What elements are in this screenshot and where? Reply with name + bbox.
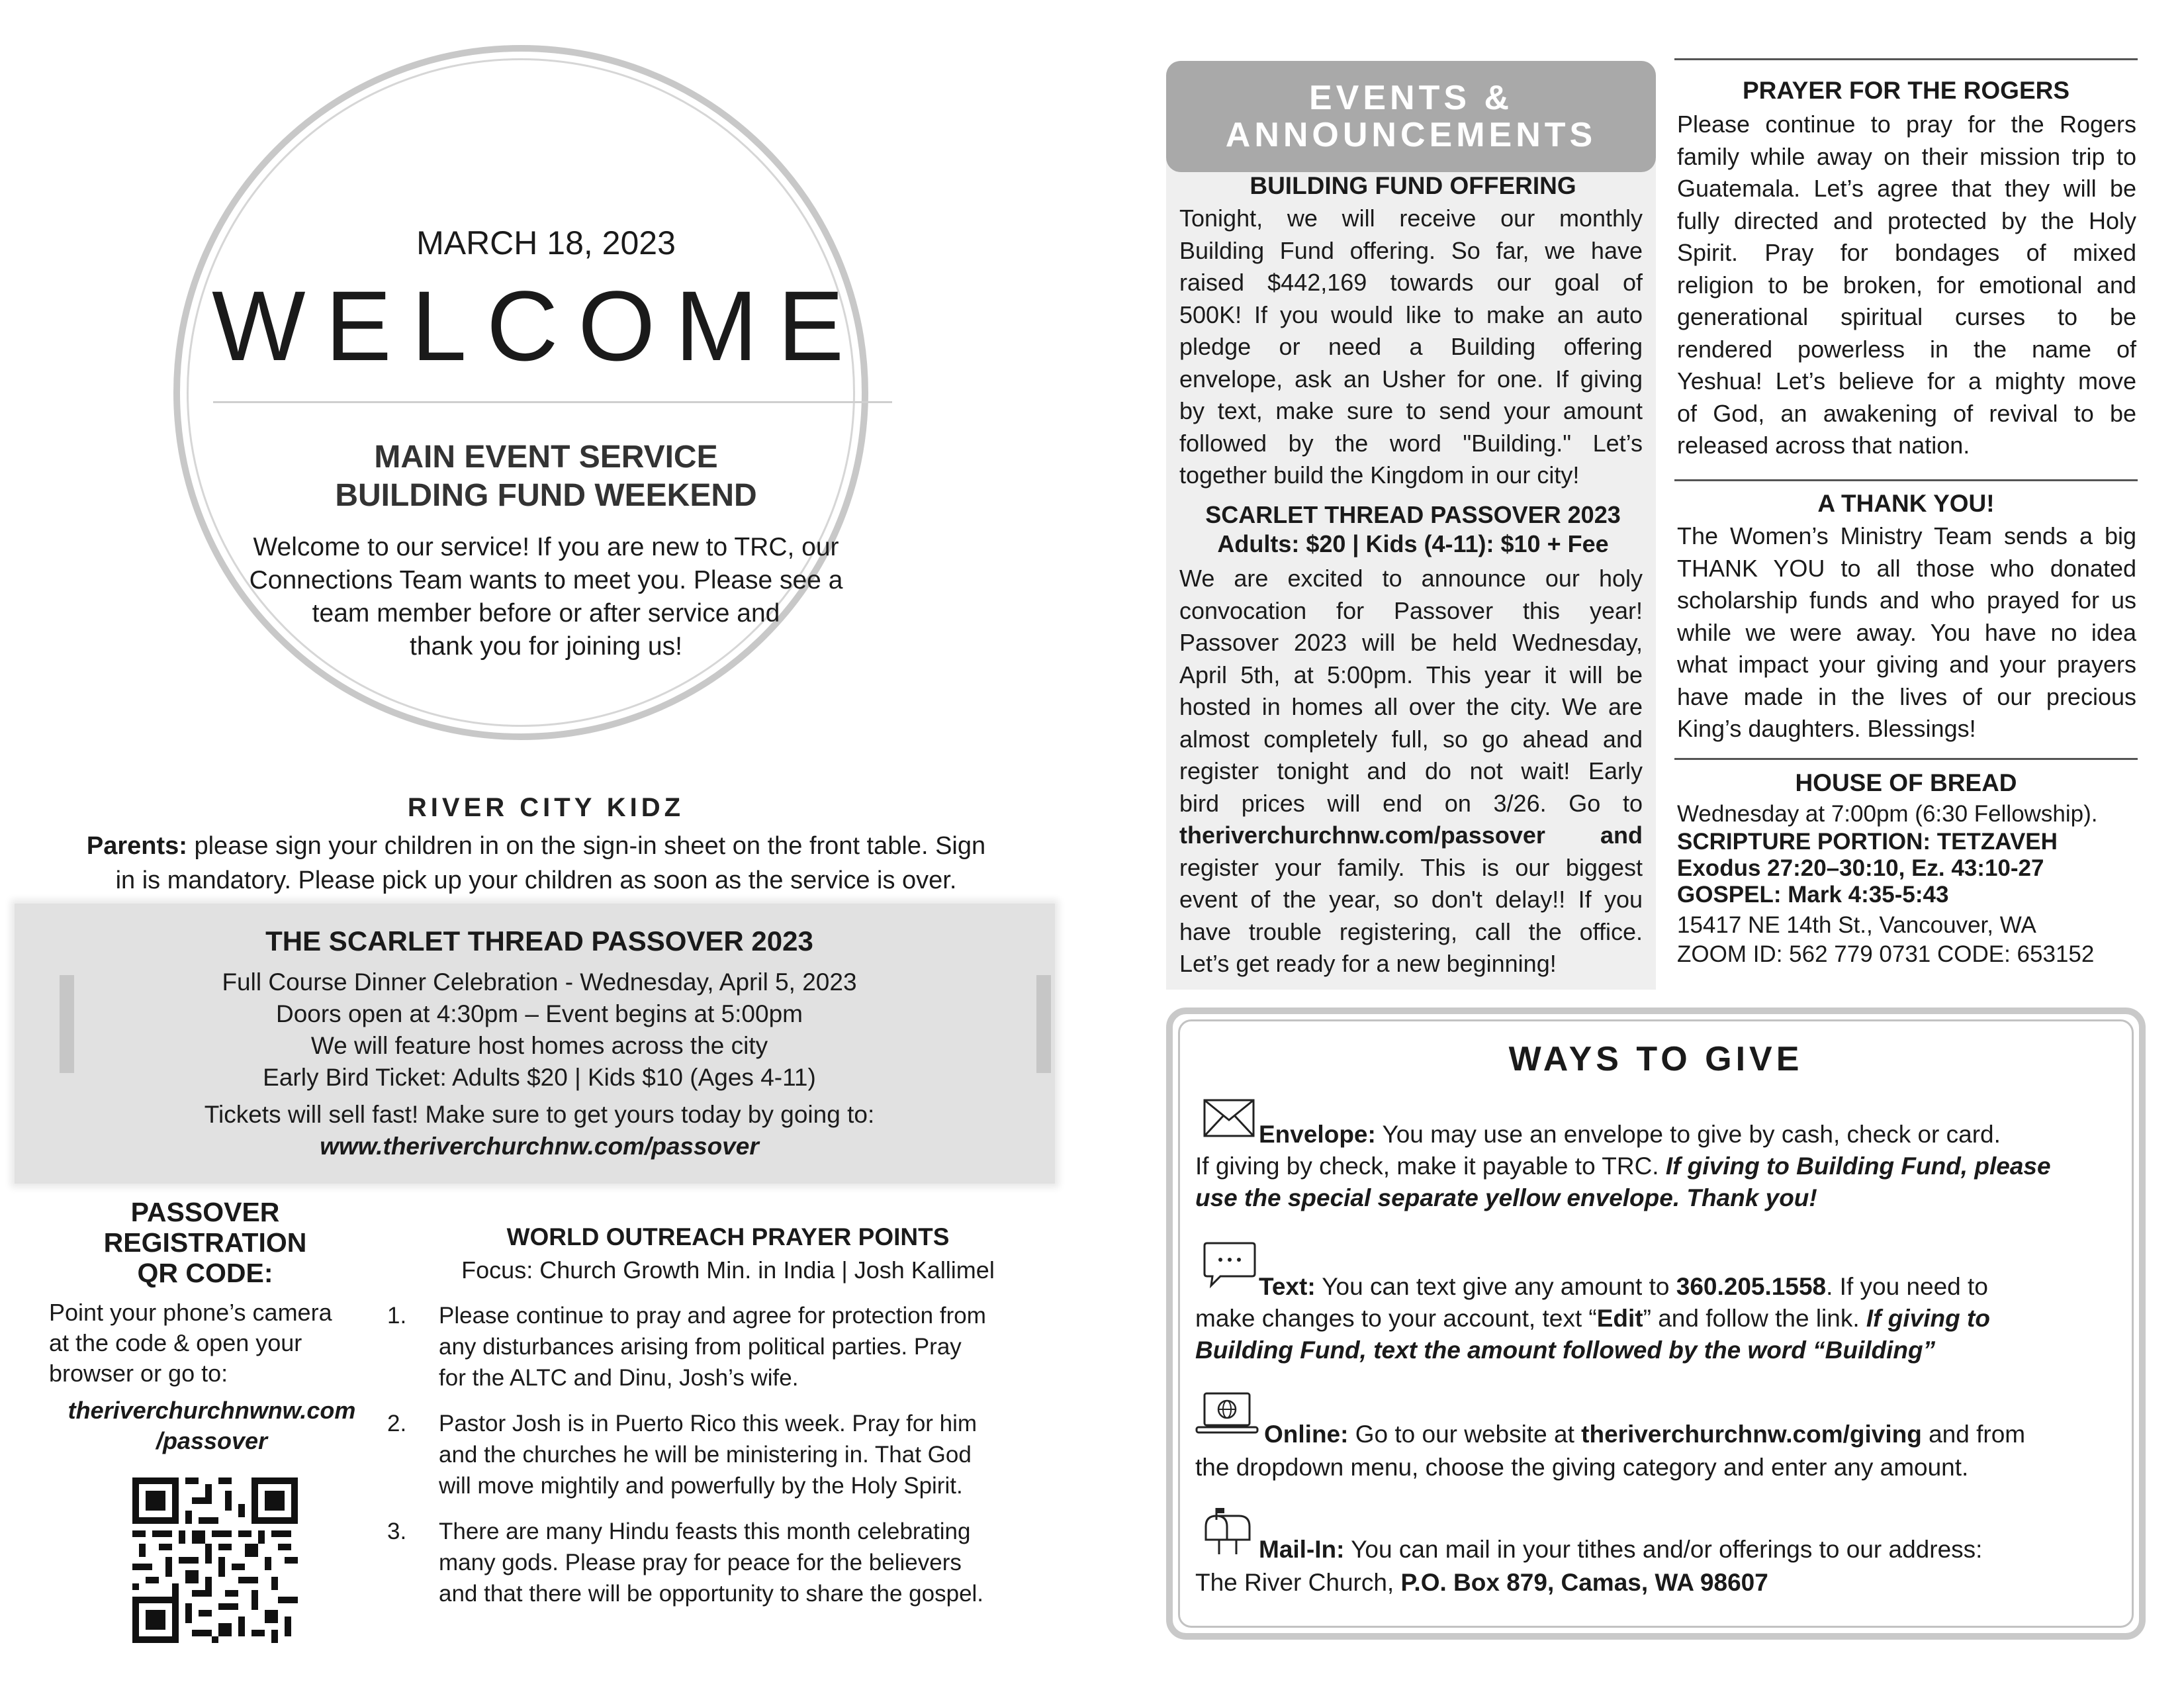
welcome-intro-line: Connections Team wants to meet you. Please see a	[249, 566, 843, 594]
qr-text-line: browser or go to:	[49, 1360, 228, 1387]
text-line2b: ” and follow the link.	[1643, 1305, 1866, 1332]
passover-line: register tonight and do not wait! Early	[1179, 757, 1643, 784]
building-line: raised $442,169 towards our goal of	[1179, 269, 1643, 296]
outreach-line: many gods. Please pray for peace for the believers	[439, 1550, 962, 1575]
outreach-heading: WORLD OUTREACH PRAYER POINTS	[506, 1223, 950, 1250]
welcome-intro-line: thank you for joining us!	[410, 632, 682, 661]
outreach-line: Please continue to pray and agree for protection from	[439, 1303, 986, 1329]
service-title-line1: MAIN EVENT SERVICE	[374, 440, 718, 475]
outreach-line: There are many Hindu feasts this month celebrating	[439, 1519, 971, 1544]
envelope-line2: If giving by check, make it payable to TRC.	[1195, 1152, 1666, 1180]
qr-text-line: Point your phone’s camera	[49, 1299, 332, 1326]
thanks-line: scholarship funds and who prayed for us	[1677, 586, 2136, 614]
rogers-line: Spirit. Pray for bondages of mixed	[1677, 239, 2136, 266]
bread-time: Wednesday at 7:00pm (6:30 Fellowship).	[1677, 801, 2098, 827]
rogers-heading: PRAYER FOR THE ROGERS	[1742, 77, 2070, 104]
mail-address: P.O. Box 879, Camas, WA 98607	[1400, 1569, 1768, 1596]
building-line: envelope, ask an Usher for one. If giving	[1179, 365, 1643, 393]
building-line: Building Fund offering. So far, we have	[1179, 236, 1643, 264]
envelope-label: Envelope:	[1259, 1121, 1376, 1148]
parents-label: Parents:	[86, 832, 187, 860]
online-give-section	[1195, 1418, 2122, 1484]
passover-line: April 5th, at 5:00pm. This year it will be	[1179, 661, 1643, 688]
envelope-note: If giving to Building Fund, please	[1665, 1152, 2051, 1180]
qr-heading-line: PASSOVER	[130, 1197, 280, 1227]
service-title-line2: BUILDING FUND WEEKEND	[335, 478, 757, 513]
scarlet-tickets: Tickets will sell fast! Make sure to get yours today by going to:	[204, 1101, 875, 1128]
events-tab-line1: EVENTS &	[1308, 79, 1514, 117]
rogers-line: fully directed and protected by the Holy	[1677, 207, 2136, 234]
envelope-note-line2: use the special separate yellow envelope. Thank you!	[1195, 1184, 1817, 1211]
outreach-line: and that there will be opportunity to share the gospel.	[439, 1581, 984, 1607]
passover-title: SCARLET THREAD PASSOVER 2023	[1205, 501, 1621, 528]
bread-top-rule	[1674, 758, 2138, 760]
welcome-intro	[218, 531, 874, 663]
text-phone-number[interactable]: 360.205.1558	[1676, 1273, 1827, 1300]
scarlet-line: Doors open at 4:30pm – Event begins at 5:00pm	[275, 1000, 803, 1027]
kidz-line2: in is mandatory. Please pick up your children as soon as the service is over.	[115, 867, 957, 894]
rogers-line: of God, an awakening of revival to be	[1677, 399, 2136, 427]
building-line: by text, make sure to send your amount	[1179, 397, 1643, 424]
bread-exodus: Exodus 27:20–30:10, Ez. 43:10-27	[1677, 855, 2044, 881]
thanks-line: while we were away. You have no idea	[1677, 618, 2136, 646]
passover-line: Passover 2023 will be held Wednesday,	[1179, 629, 1643, 656]
building-fund-heading: BUILDING FUND OFFERING	[1250, 172, 1576, 199]
qr-url-line: /passover	[156, 1427, 268, 1454]
text-edit-keyword: Edit	[1596, 1305, 1643, 1332]
building-line: Tonight, we will receive our monthly	[1179, 205, 1643, 232]
thanks-heading: A THANK YOU!	[1817, 490, 1995, 517]
building-line: 500K! If you would like to make an auto	[1179, 301, 1643, 328]
mail-label: Mail-In:	[1259, 1536, 1345, 1563]
bread-heading: HOUSE OF BREAD	[1795, 769, 2017, 796]
thanks-top-rule	[1674, 479, 2138, 481]
bread-address: 15417 NE 14th St., Vancouver, WA	[1677, 912, 2036, 938]
ways-to-give-heading: WAYS TO GIVE	[1508, 1040, 1803, 1078]
text-line1a: You can text give any amount to	[1315, 1273, 1676, 1300]
rogers-top-rule	[1674, 58, 2138, 60]
thanks-line: have made in the lives of our precious	[1677, 682, 2136, 710]
kidz-line1: please sign your children in on the sign-in sheet on the front table. Sign	[187, 832, 986, 860]
thanks-line: King’s daughters. Blessings!	[1677, 715, 1976, 742]
rogers-line: generational spiritual curses to be	[1677, 303, 2136, 330]
passover-line: register your family. This is our biggest	[1179, 853, 1643, 881]
outreach-list	[387, 1300, 1049, 1609]
scarlet-url-link[interactable]: www.theriverchurchnw.com/passover	[320, 1133, 759, 1160]
qr-heading	[40, 1197, 371, 1288]
bread-zoom: ZOOM ID: 562 779 0731 CODE: 653152	[1677, 941, 2095, 967]
bulletin-date: MARCH 18, 2023	[416, 224, 676, 261]
scarlet-details	[60, 966, 1019, 1162]
qr-url-line: theriverchurchnwnw.com	[68, 1397, 356, 1424]
scarlet-line: Early Bird Ticket: Adults $20 | Kids $10 (Ages 4-11)	[263, 1064, 816, 1091]
rogers-text	[1677, 109, 2136, 462]
qr-url-link[interactable]	[40, 1395, 384, 1456]
outreach-line: and the churches he will be ministering in. That God	[439, 1442, 972, 1468]
kidz-heading: RIVER CITY KIDZ	[407, 793, 685, 822]
bread-gospel: GOSPEL: Mark 4:35-5:43	[1677, 882, 1949, 908]
building-line: together build the Kingdom in our city!	[1179, 461, 1580, 489]
outreach-item	[387, 1516, 1049, 1609]
envelope-text: You may use an envelope to give by cash, check or card.	[1375, 1121, 2001, 1148]
welcome-divider	[213, 401, 892, 403]
outreach-item	[387, 1300, 1049, 1393]
qr-instructions	[49, 1297, 393, 1389]
passover-line: event of the year, so don't delay!! If you	[1179, 886, 1643, 913]
building-line: followed by the word "Building." Let’s	[1179, 429, 1643, 457]
outreach-line: any disturbances arising from political parties. Pray	[439, 1334, 962, 1360]
online-line2: the dropdown menu, choose the giving category and enter any amount.	[1195, 1454, 1969, 1481]
thanks-line: The Women’s Ministry Team sends a big	[1677, 522, 2136, 549]
thanks-text	[1677, 520, 2136, 745]
welcome-intro-line: team member before or after service and	[312, 599, 780, 628]
mail-line2: The River Church,	[1195, 1569, 1401, 1596]
qr-heading-line: QR CODE:	[137, 1258, 273, 1288]
text-give-section	[1195, 1271, 2122, 1366]
passover-line: Let’s get ready for a new beginning!	[1179, 950, 1557, 977]
online-giving-link[interactable]: theriverchurchnw.com/giving	[1581, 1421, 1922, 1448]
outreach-item-number: 3.	[387, 1519, 407, 1544]
online-line1a: Go to our website at	[1348, 1421, 1582, 1448]
passover-heading	[1178, 500, 1648, 559]
mail-line1: You can mail in your tithes and/or offerings to our address:	[1344, 1536, 1983, 1563]
rogers-line: rendered powerless in the name of	[1677, 335, 2136, 363]
outreach-line: for the ALTC and Dinu, Josh’s wife.	[439, 1365, 799, 1391]
passover-link-line[interactable]: theriverchurchnw.com/passover and	[1179, 821, 1643, 849]
text-note-line2: Building Fund, text the amount followed by the word “Building”	[1195, 1336, 1936, 1364]
rogers-line: religion to be broken, for emotional and	[1677, 271, 2136, 299]
building-fund-text	[1179, 203, 1643, 492]
rogers-line: Yeshua! Let’s believe for a mighty move	[1677, 367, 2136, 395]
text-note: If giving to	[1866, 1305, 1990, 1332]
passover-line: have trouble registering, call the office.	[1179, 917, 1643, 945]
mail-give-section	[1195, 1533, 2122, 1599]
welcome-title: WELCOME	[212, 270, 864, 381]
building-line: pledge or need a Building offering	[1179, 333, 1643, 360]
online-line1b: and from	[1921, 1421, 2026, 1448]
scarlet-line: We will feature host homes across the city	[310, 1032, 768, 1059]
text-line2a: make changes to your account, text “	[1195, 1305, 1597, 1332]
passover-line: hosted in homes all over the city. We are	[1179, 693, 1643, 720]
scarlet-line: Full Course Dinner Celebration - Wednesday, April 5, 2023	[222, 968, 857, 996]
passover-line: almost completely full, so go ahead and	[1179, 725, 1643, 753]
passover-line: We are excited to announce our holy	[1179, 565, 1643, 592]
text-line1b: . If you need to	[1826, 1273, 1988, 1300]
rogers-line: Guatemala. Let’s agree that they will be	[1677, 175, 2136, 202]
passover-line: convocation for Passover this year!	[1179, 596, 1643, 624]
outreach-item	[387, 1408, 1049, 1501]
rogers-line: Please continue to pray for the Rogers	[1677, 111, 2136, 138]
scarlet-heading: THE SCARLET THREAD PASSOVER 2023	[265, 925, 813, 957]
envelope-section	[1195, 1119, 2122, 1214]
text-label: Text:	[1259, 1273, 1316, 1300]
outreach-focus: Focus: Church Growth Min. in India | Josh Kallimel	[461, 1256, 995, 1284]
outreach-item-number: 2.	[387, 1411, 407, 1436]
scarlet-box-right-tab	[1036, 975, 1051, 1073]
qr-text-line: at the code & open your	[49, 1329, 302, 1356]
passover-text	[1179, 563, 1643, 980]
bread-details	[1677, 800, 2140, 969]
kidz-text	[26, 829, 1046, 898]
events-header-tab	[1166, 61, 1656, 172]
rogers-line: family while away on their mission trip to	[1677, 142, 2136, 170]
passover-line: bird prices will end on 3/26. Go to	[1179, 789, 1643, 817]
passover-prices: Adults: $20 | Kids (4-11): $10 + Fee	[1217, 530, 1609, 557]
thanks-line: THANK YOU to all those who donated	[1677, 554, 2136, 582]
events-tab-line2: ANNOUNCEMENTS	[1225, 116, 1597, 154]
outreach-line: will move mightily and powerfully by the Holy Spirit.	[439, 1473, 963, 1499]
outreach-line: Pastor Josh is in Puerto Rico this week. Pray for him	[439, 1411, 978, 1436]
bread-scripture: SCRIPTURE PORTION: TETZAVEH	[1677, 829, 2058, 855]
online-label: Online:	[1264, 1421, 1349, 1448]
thanks-line: what impact your giving and your prayers	[1677, 651, 2136, 678]
rogers-line: released across that nation.	[1677, 432, 1970, 459]
qr-heading-line: REGISTRATION	[103, 1227, 307, 1258]
qr-code-image[interactable]	[132, 1477, 298, 1643]
outreach-item-number: 1.	[387, 1303, 407, 1329]
welcome-intro-line: Welcome to our service! If you are new to TRC, our	[253, 533, 839, 561]
